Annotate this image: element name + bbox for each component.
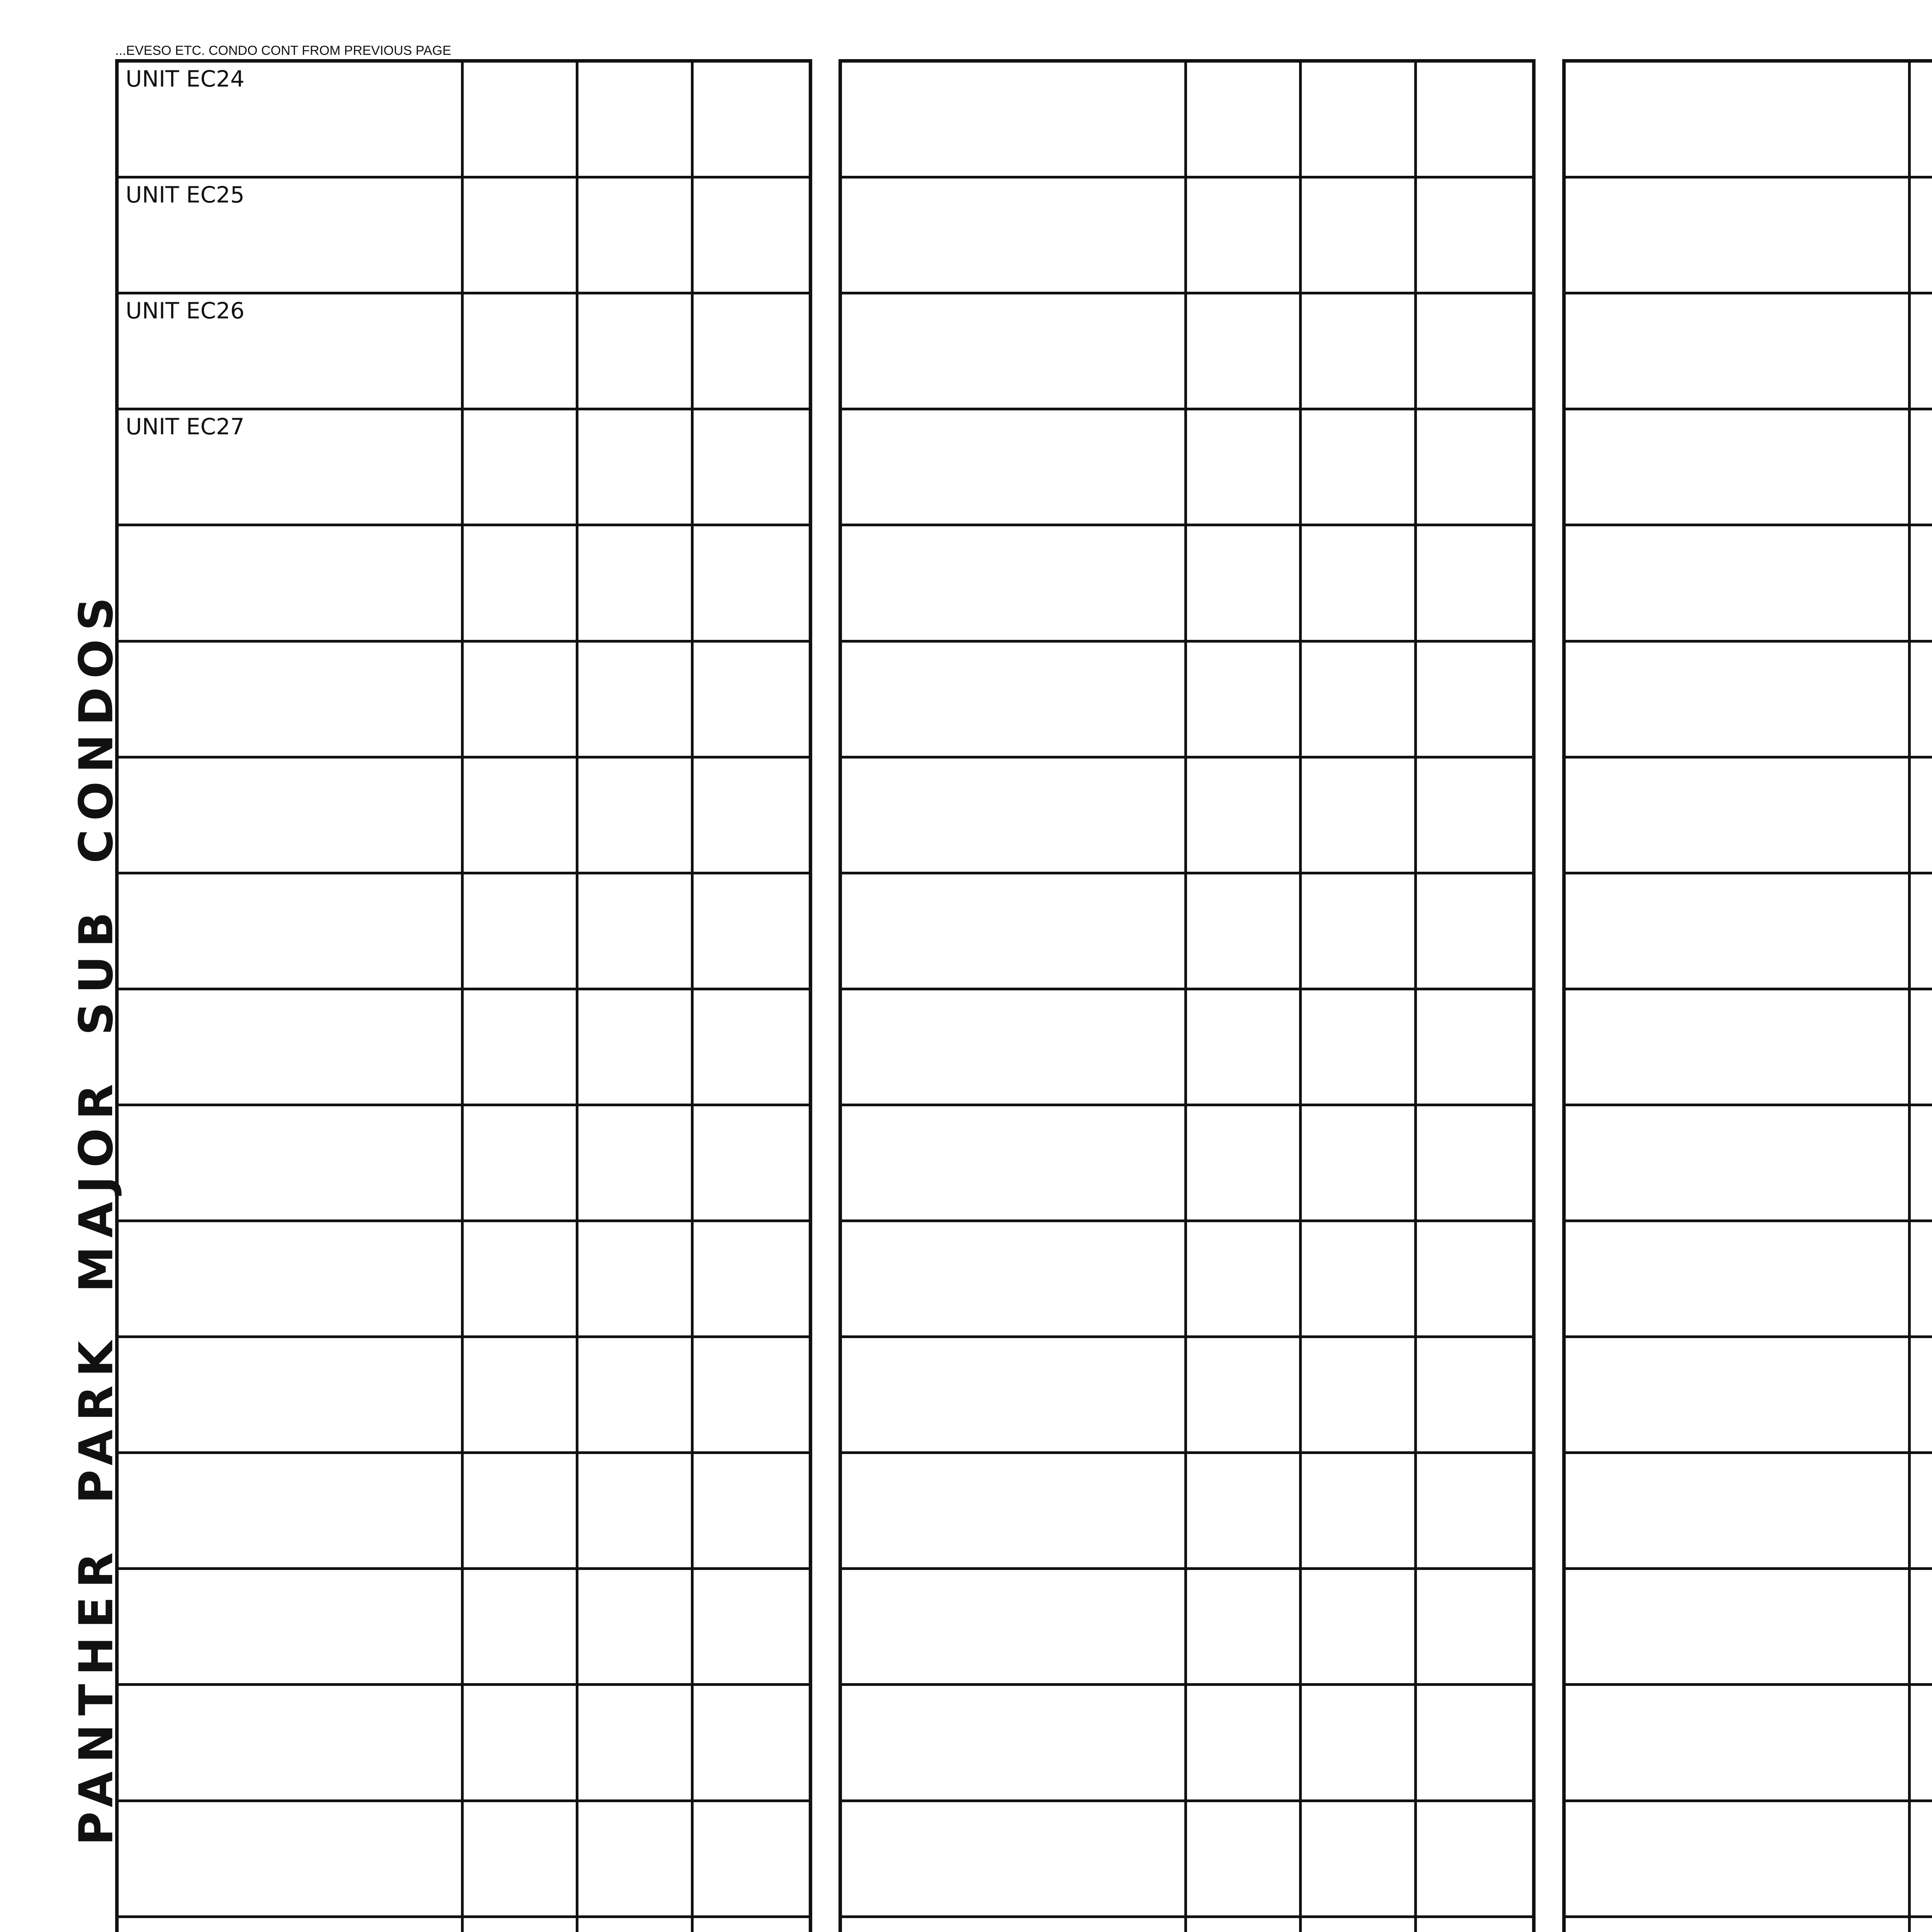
unit-cell (1566, 759, 1911, 874)
ledger-table-1 (115, 59, 812, 1932)
entry-cell (1302, 1686, 1417, 1802)
entry-cell (1187, 643, 1302, 759)
entry-cell (464, 990, 579, 1106)
unit-cell (119, 63, 464, 179)
unit-cell (119, 526, 464, 642)
entry-cell (1187, 990, 1302, 1106)
entry-cell (1187, 1338, 1302, 1454)
unit-cell (842, 643, 1187, 759)
entry-cell (464, 1106, 579, 1222)
entry-cell (1417, 1570, 1532, 1686)
unit-cell (1566, 874, 1911, 990)
unit-cell (119, 410, 464, 526)
entry-cell (464, 294, 579, 410)
unit-cell (842, 410, 1187, 526)
entry-cell (1911, 63, 1932, 179)
entry-cell (1417, 1918, 1532, 1932)
unit-cell (119, 294, 464, 410)
entry-cell (694, 1918, 809, 1932)
entry-cell (694, 1570, 809, 1686)
entry-cell (1302, 643, 1417, 759)
entry-cell (1417, 1222, 1532, 1338)
unit-cell (119, 643, 464, 759)
unit-cell (1566, 1106, 1911, 1222)
entry-cell (464, 643, 579, 759)
entry-cell (578, 63, 694, 179)
unit-cell (842, 1222, 1187, 1338)
entry-cell (694, 1454, 809, 1570)
entry-cell (694, 1106, 809, 1222)
entry-cell (578, 1454, 694, 1570)
entry-cell (1417, 874, 1532, 990)
unit-cell (842, 1106, 1187, 1222)
entry-cell (464, 1222, 579, 1338)
entry-cell (694, 759, 809, 874)
unit-cell (119, 1222, 464, 1338)
unit-cell (119, 1802, 464, 1918)
unit-cell (119, 874, 464, 990)
entry-cell (1187, 1686, 1302, 1802)
entry-cell (1302, 1918, 1417, 1932)
entry-cell (464, 874, 579, 990)
entry-cell (1911, 1686, 1932, 1802)
entry-cell (1417, 1106, 1532, 1222)
unit-cell (1566, 179, 1911, 294)
entry-cell (694, 63, 809, 179)
entry-cell (1302, 179, 1417, 294)
entry-cell (464, 1338, 579, 1454)
entry-cell (1187, 63, 1302, 179)
unit-cell (119, 1454, 464, 1570)
entry-cell (578, 410, 694, 526)
entry-cell (578, 643, 694, 759)
entry-cell (578, 1686, 694, 1802)
entry-cell (464, 1570, 579, 1686)
unit-cell (842, 526, 1187, 642)
unit-cell (1566, 1686, 1911, 1802)
entry-cell (1187, 179, 1302, 294)
entry-cell (1911, 1222, 1932, 1338)
unit-label: UNIT EC24 (126, 66, 245, 92)
entry-cell (1417, 410, 1532, 526)
entry-cell (1302, 1454, 1417, 1570)
entry-cell (464, 1918, 579, 1932)
entry-cell (694, 990, 809, 1106)
unit-cell (842, 990, 1187, 1106)
unit-cell (842, 1918, 1187, 1932)
entry-cell (694, 1222, 809, 1338)
entry-cell (464, 410, 579, 526)
entry-cell (464, 63, 579, 179)
unit-cell (842, 1570, 1187, 1686)
entry-cell (1417, 294, 1532, 410)
entry-cell (578, 294, 694, 410)
entry-cell (694, 179, 809, 294)
entry-cell (1187, 410, 1302, 526)
unit-cell (1566, 410, 1911, 526)
unit-cell (1566, 526, 1911, 642)
unit-cell (1566, 1222, 1911, 1338)
entry-cell (1911, 1918, 1932, 1932)
entry-cell (1417, 643, 1532, 759)
entry-cell (578, 1338, 694, 1454)
entry-cell (1302, 526, 1417, 642)
entry-cell (578, 1918, 694, 1932)
entry-cell (578, 1222, 694, 1338)
unit-cell (1566, 643, 1911, 759)
unit-label: UNIT EC27 (126, 413, 245, 440)
entry-cell (1911, 643, 1932, 759)
entry-cell (1417, 63, 1532, 179)
entry-cell (1302, 874, 1417, 990)
entry-cell (1302, 759, 1417, 874)
entry-cell (1911, 1106, 1932, 1222)
unit-cell (119, 1570, 464, 1686)
entry-cell (1302, 1338, 1417, 1454)
entry-cell (1417, 526, 1532, 642)
entry-cell (1187, 759, 1302, 874)
unit-cell (842, 63, 1187, 179)
entry-cell (1911, 1802, 1932, 1918)
unit-cell (842, 874, 1187, 990)
unit-cell (842, 759, 1187, 874)
entry-cell (1911, 759, 1932, 874)
entry-cell (1187, 1570, 1302, 1686)
unit-cell (119, 1338, 464, 1454)
entry-cell (1187, 874, 1302, 990)
entry-cell (578, 179, 694, 294)
continuation-note: ...EVESO ETC. CONDO CONT FROM PREVIOUS PAGE (115, 43, 451, 58)
unit-cell (1566, 294, 1911, 410)
entry-cell (1187, 1454, 1302, 1570)
entry-cell (1187, 1918, 1302, 1932)
entry-cell (1911, 874, 1932, 990)
unit-cell (842, 1338, 1187, 1454)
entry-cell (464, 1802, 579, 1918)
entry-cell (578, 759, 694, 874)
entry-cell (1911, 526, 1932, 642)
unit-cell (119, 1918, 464, 1932)
entry-cell (464, 1686, 579, 1802)
entry-cell (1302, 1570, 1417, 1686)
entry-cell (1911, 410, 1932, 526)
entry-cell (578, 1106, 694, 1222)
entry-cell (1911, 1454, 1932, 1570)
entry-cell (1187, 1222, 1302, 1338)
entry-cell (1417, 759, 1532, 874)
entry-cell (1187, 526, 1302, 642)
entry-cell (1911, 1338, 1932, 1454)
entry-cell (1302, 63, 1417, 179)
entry-cell (694, 1802, 809, 1918)
unit-cell (1566, 1338, 1911, 1454)
entry-cell (1302, 1222, 1417, 1338)
entry-cell (694, 294, 809, 410)
entry-cell (694, 1686, 809, 1802)
entry-cell (1302, 294, 1417, 410)
entry-cell (1417, 990, 1532, 1106)
unit-cell (1566, 1570, 1911, 1686)
entry-cell (1417, 1454, 1532, 1570)
unit-cell (119, 1686, 464, 1802)
entry-cell (1187, 1802, 1302, 1918)
entry-cell (1417, 1802, 1532, 1918)
unit-cell (1566, 1802, 1911, 1918)
entry-cell (578, 990, 694, 1106)
entry-cell (694, 643, 809, 759)
entry-cell (1911, 294, 1932, 410)
entry-cell (464, 526, 579, 642)
unit-cell (842, 1802, 1187, 1918)
unit-label: UNIT EC25 (126, 182, 245, 208)
entry-cell (578, 1570, 694, 1686)
entry-cell (1187, 1106, 1302, 1222)
unit-cell (119, 990, 464, 1106)
entry-cell (1302, 410, 1417, 526)
entry-cell (464, 1454, 579, 1570)
unit-cell (1566, 990, 1911, 1106)
unit-cell (842, 1686, 1187, 1802)
unit-label: UNIT EC26 (126, 298, 245, 324)
entry-cell (1187, 294, 1302, 410)
unit-cell (119, 759, 464, 874)
unit-cell (119, 179, 464, 294)
entry-cell (694, 874, 809, 990)
entry-cell (694, 526, 809, 642)
entry-cell (1302, 990, 1417, 1106)
entry-cell (1911, 179, 1932, 294)
unit-cell (1566, 1454, 1911, 1570)
unit-cell (842, 1454, 1187, 1570)
entry-cell (578, 526, 694, 642)
entry-cell (1417, 1338, 1532, 1454)
entry-cell (1911, 990, 1932, 1106)
unit-cell (119, 1106, 464, 1222)
entry-cell (578, 874, 694, 990)
entry-cell (694, 1338, 809, 1454)
entry-cell (1417, 1686, 1532, 1802)
entry-cell (1417, 179, 1532, 294)
entry-cell (578, 1802, 694, 1918)
unit-cell (842, 294, 1187, 410)
unit-cell (1566, 1918, 1911, 1932)
side-title: PANTHER PARK MAJOR SUB CONDOS (70, 588, 124, 1846)
entry-cell (694, 410, 809, 526)
entry-cell (1302, 1802, 1417, 1918)
unit-cell (842, 179, 1187, 294)
entry-cell (1911, 1570, 1932, 1686)
ledger-table-2 (838, 59, 1536, 1932)
ledger-table-3 (1562, 59, 1932, 1932)
entry-cell (464, 179, 579, 294)
unit-cell (1566, 63, 1911, 179)
entry-cell (1302, 1106, 1417, 1222)
entry-cell (464, 759, 579, 874)
